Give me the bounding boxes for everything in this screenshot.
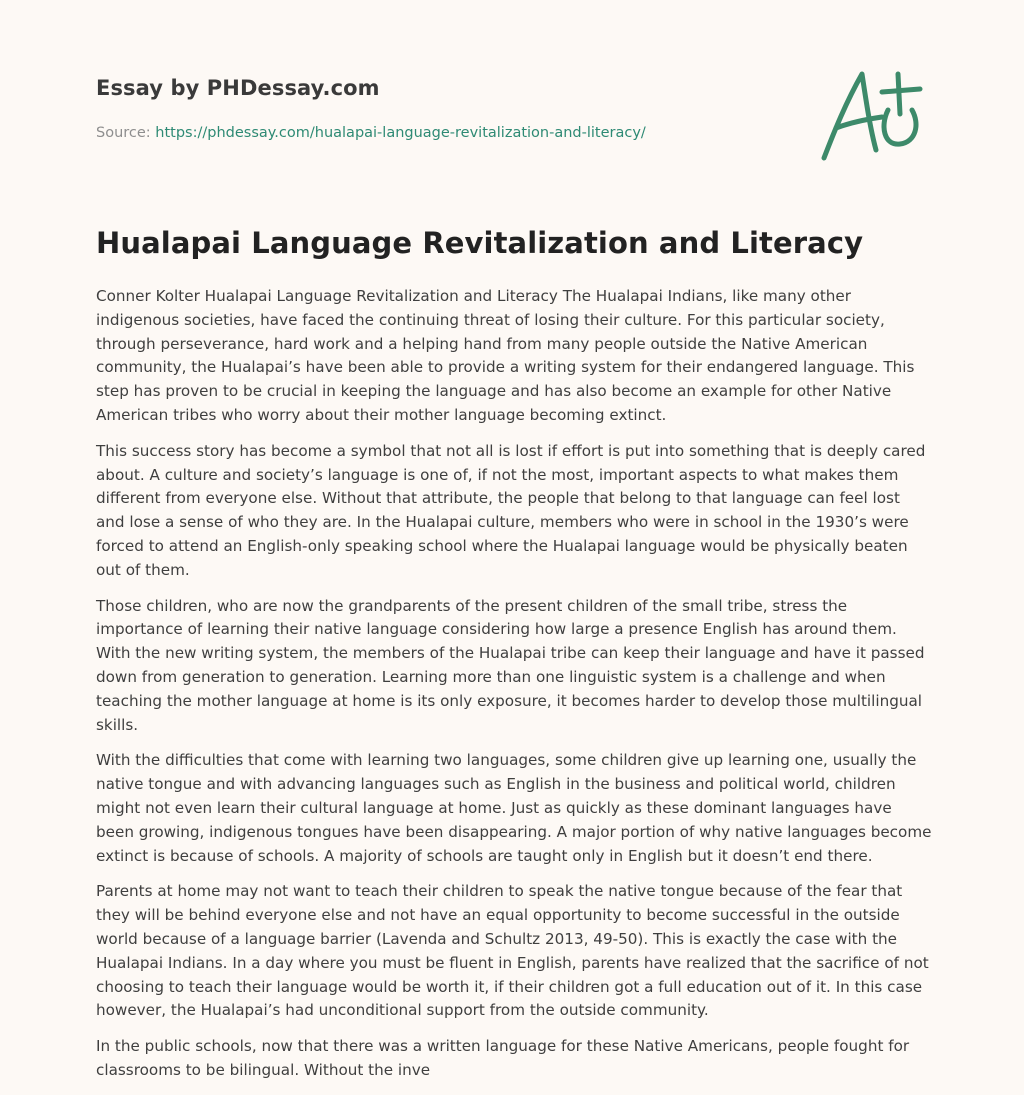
source-label: Source: (96, 125, 156, 141)
source-link[interactable]: https://phdessay.com/hualapai-language-revitalization-and-literacy/ (155, 125, 646, 141)
a-plus-icon (812, 62, 932, 172)
essay-paragraph: Parents at home may not want to teach their children to speak the native tongue because of the fear that they will be behind everyone else and not have an equal opportunity to become successful in the outside world because of a language barrier (Lavenda and Schultz 2013, 49-50). This is exactly the case with the Hualapai Indians. In a day where you must be fluent in English, parents have realized that the sacrifice of not choosing to teach their language would be worth it, if their children got a full education out of it. In this case however, the Hualapai’s had unconditional support from the outside community. (96, 882, 929, 1020)
essay-paragraph: With the difficulties that come with learning two languages, some children give up learning one, usually the native tongue and with advancing languages such as English in the business and political world, children might not even learn their cultural language at home. Just as quickly as these dominant languages have been growing, indigenous tongues have been disappearing. A major portion of why native languages become extinct is because of schools. A majority of schools are taught only in English but it doesn’t end there. (96, 751, 932, 865)
brand-title: Essay by PHDessay.com (96, 76, 380, 100)
essay-paragraph: Those children, who are now the grandparents of the present children of the small tribe, stress the importance of learning their native language considering how large a presence English has around them. With the new writing system, the members of the Hualapai tribe can keep their language and have it passed down from generation to generation. Learning more than one linguistic system is a challenge and when teaching the mother language at home is its only exposure, it becomes harder to develop those multilingual skills. (96, 596, 925, 734)
essay-paragraph: In the public schools, now that there was a written language for these Native Americans, people fought for classrooms to be bilingual. Without the inve (96, 1037, 910, 1079)
essay-paragraph: Conner Kolter Hualapai Language Revitalization and Literacy The Hualapai Indians, like many other indigenous societies, have faced the continuing threat of losing their culture. For this particular society, through perseverance, hard work and a helping hand from many people outside the Native American community, the Hualapai’s have been able to provide a writing system for their endangered language. This step has proven to be crucial in keeping the language and has also become an example for other Native American tribes who worry about their mother language becoming extinct. (96, 287, 915, 424)
essay-paragraph: This success story has become a symbol that not all is lost if effort is put into something that is deeply cared about. A culture and society’s language is one of, if not the most, important aspects to what makes them different from everyone else. Without that attribute, the people that belong to that language can feel lost and lose a sense of who they are. In the Hualapai culture, members who were in school in the 1930’s were forced to attend an English-only speaking school where the Hualapai language would be physically beaten out of them. (96, 441, 926, 579)
essay-title: Hualapai Language Revitalization and Literacy (96, 226, 864, 260)
essay-body (96, 285, 932, 1095)
source-line (96, 125, 646, 141)
page-header (96, 0, 928, 200)
